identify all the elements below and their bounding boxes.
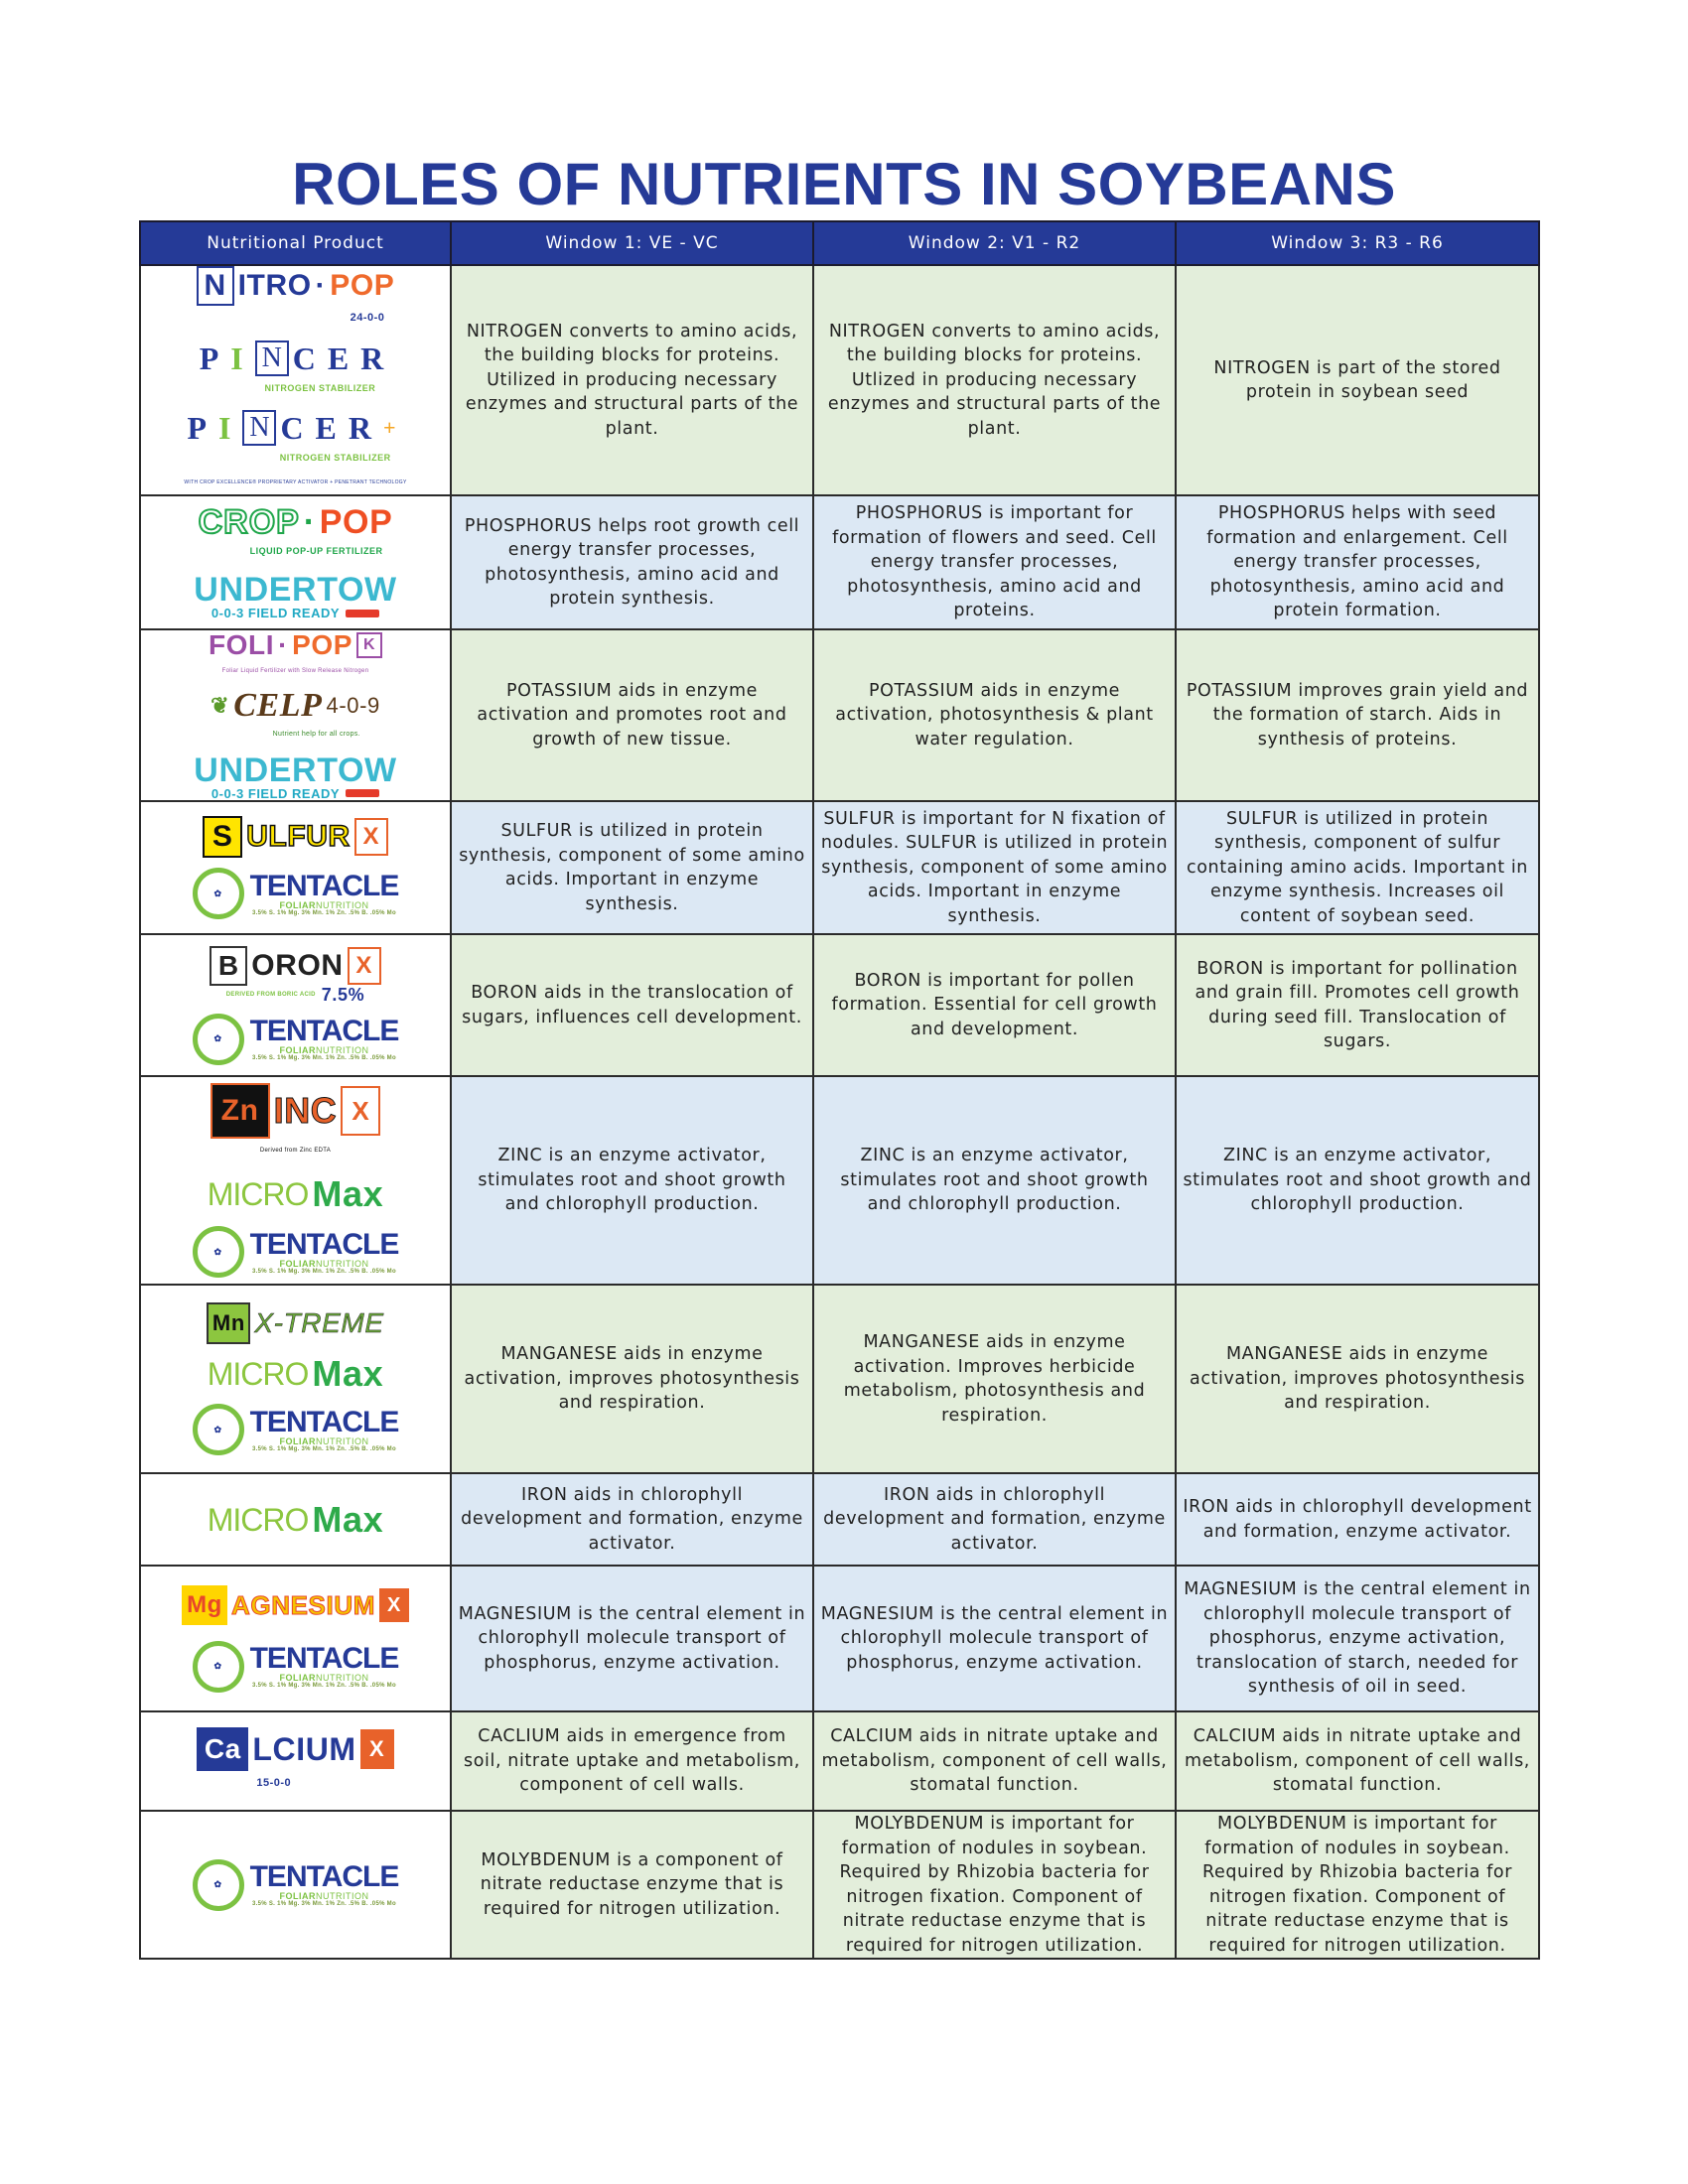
product-cell xyxy=(140,495,451,629)
ctc-brand-icon xyxy=(346,789,379,797)
calcium-element-icon: Ca xyxy=(197,1727,248,1771)
window-3-cell: MANGANESE aids in enzyme activation, improves photosynthesis and respiration. xyxy=(1176,1285,1539,1473)
window-1-cell: POTASSIUM aids in enzyme activation and promotes root and growth of new tissue. xyxy=(451,629,813,801)
logo-micromax: MICRO Max xyxy=(207,1498,384,1540)
logo-nitro-pop: N ITRO · POP 24-0-0 xyxy=(197,266,395,331)
window-2-cell: MOLYBDENUM is important for formation of nodules in soybean. Required by Rhizobia bacteria for nitrogen fixation. Component of nitrate reductase enzyme that is required for nitrogen utilization. xyxy=(813,1811,1176,1959)
tentacle-flower-icon: ✿ xyxy=(193,1859,244,1911)
logo-undertow: UNDERTOW 0-0-3 FIELD READY xyxy=(194,751,397,801)
manganese-element-icon: Mn xyxy=(207,1302,250,1344)
logo-crop-pop: CROP · POP LIQUID POP-UP FERTILIZER xyxy=(198,502,393,556)
window-3-cell: IRON aids in chlorophyll development and formation, enzyme activator. xyxy=(1176,1473,1539,1566)
logo-undertow: UNDERTOW 0-0-3 FIELD READY xyxy=(194,571,397,621)
product-cell xyxy=(140,1566,451,1711)
table-row-sulfur xyxy=(140,801,1539,934)
nitrogen-element-icon: N xyxy=(197,266,234,306)
xtreme-icon: X xyxy=(348,947,381,985)
product-cell xyxy=(140,934,451,1076)
table-row-phosphorus xyxy=(140,495,1539,629)
logo-celp: ❦ CELP 4-0-9 Nutrient help for all crops. xyxy=(211,687,380,738)
window-2-cell: SULFUR is important for N fixation of nodules. SULFUR is utilized in protein synthesis, component of some amino acids. Important in enzyme synthesis. xyxy=(813,801,1176,934)
table-row-calcium xyxy=(140,1711,1539,1811)
tentacle-flower-icon: ✿ xyxy=(193,868,244,919)
nitrogen-element-icon: N xyxy=(242,410,276,446)
header-window-1: Window 1: VE - VC xyxy=(451,221,813,265)
window-1-cell: ZINC is an enzyme activator, stimulates root and shoot growth and chlorophyll production. xyxy=(451,1076,813,1285)
logo-tentacle: ✿ TENTACLE FOLIARNUTRITION 3.5% S. 1% Mg. 3% Mn. 1% Zn. .5% B. .05% Mo xyxy=(193,1641,399,1693)
table-header-row xyxy=(140,221,1539,265)
logo-pincer: P I N C E R NITROGEN STABILIZER xyxy=(199,340,392,393)
boron-element-icon: B xyxy=(210,946,247,986)
nitrogen-element-icon: N xyxy=(255,341,289,376)
window-2-cell: MANGANESE aids in enzyme activation. Improves herbicide metabolism, photosynthesis and respiration. xyxy=(813,1285,1176,1473)
window-3-cell: CALCIUM aids in nitrate uptake and metabolism, component of cell walls, stomatal function. xyxy=(1176,1711,1539,1811)
tentacle-flower-icon: ✿ xyxy=(193,1014,244,1065)
window-2-cell: MAGNESIUM is the central element in chlorophyll molecule transport of phosphorus, enzyme activation. xyxy=(813,1566,1176,1711)
logo-tentacle: ✿ TENTACLE FOLIARNUTRITION 3.5% S. 1% Mg. 3% Mn. 1% Zn. .5% B. .05% Mo xyxy=(193,1226,399,1278)
window-2-cell: IRON aids in chlorophyll development and formation, enzyme activator. xyxy=(813,1473,1176,1566)
table-row-boron xyxy=(140,934,1539,1076)
window-1-cell: MOLYBDENUM is a component of nitrate reductase enzyme that is required for nitrogen utilization. xyxy=(451,1811,813,1959)
table-row-magnesium xyxy=(140,1566,1539,1711)
table-row-zinc xyxy=(140,1076,1539,1285)
window-2-cell: POTASSIUM aids in enzyme activation, photosynthesis & plant water regulation. xyxy=(813,629,1176,801)
header-window-2: Window 2: V1 - R2 xyxy=(813,221,1176,265)
tentacle-flower-icon: ✿ xyxy=(193,1641,244,1693)
xtreme-icon: X xyxy=(360,1729,394,1769)
logo-micromax: MICRO Max xyxy=(207,1353,384,1394)
sulfur-element-icon: S xyxy=(203,816,242,858)
window-3-cell: ZINC is an enzyme activator, stimulates root and shoot growth and chlorophyll production. xyxy=(1176,1076,1539,1285)
logo-pincer-plus: P I N C E R + NITROGEN STABILIZER WITH CROP EXCELLENCE® PROPRIETARY ACTIVATOR + PENETRANT TECHNOLOGY xyxy=(184,410,407,485)
window-1-cell: BORON aids in the translocation of sugars, influences cell development. xyxy=(451,934,813,1076)
window-2-cell: CALCIUM aids in nitrate uptake and metabolism, component of cell walls, stomatal function. xyxy=(813,1711,1176,1811)
zinc-element-icon: Zn xyxy=(211,1083,270,1139)
header-nutritional-product: Nutritional Product xyxy=(140,221,451,265)
window-3-cell: BORON is important for pollination and grain fill. Promotes cell growth during seed fill. Translocation of sugars. xyxy=(1176,934,1539,1076)
potassium-element-icon: K xyxy=(356,632,382,658)
window-1-cell: NITROGEN converts to amino acids, the building blocks for proteins. Utilized in producing necessary enzymes and structural parts of the plant. xyxy=(451,265,813,495)
logo-tentacle: ✿ TENTACLE FOLIARNUTRITION 3.5% S. 1% Mg. 3% Mn. 1% Zn. .5% B. .05% Mo xyxy=(193,1404,399,1455)
window-1-cell: MANGANESE aids in enzyme activation, improves photosynthesis and respiration. xyxy=(451,1285,813,1473)
logo-boron-xtreme: B ORON X DERIVED FROM BORIC ACID 7.5% xyxy=(210,946,380,1004)
tentacle-flower-icon: ✿ xyxy=(193,1404,244,1455)
table-row-manganese xyxy=(140,1285,1539,1473)
logo-calcium-xtreme: Ca LCIUM X 15-0-0 xyxy=(197,1727,393,1796)
window-3-cell: MAGNESIUM is the central element in chlorophyll molecule transport of phosphorus, enzyme activation, translocation of starch, needed for synthesis of oil in seed. xyxy=(1176,1566,1539,1711)
window-3-cell: SULFUR is utilized in protein synthesis, component of sulfur containing amino acids. Important in enzyme synthesis. Increases oil content of soybean seed. xyxy=(1176,801,1539,934)
window-2-cell: NITROGEN converts to amino acids, the building blocks for proteins. Utlized in producing necessary enzymes and structural parts of the plant. xyxy=(813,265,1176,495)
window-3-cell: MOLYBDENUM is important for formation of nodules in soybean. Required by Rhizobia bacteria for nitrogen fixation. Component of nitrate reductase enzyme that is required for nitrogen utilization. xyxy=(1176,1811,1539,1959)
logo-tentacle: ✿ TENTACLE FOLIARNUTRITION 3.5% S. 1% Mg. 3% Mn. 1% Zn. .5% B. .05% Mo xyxy=(193,868,399,919)
xtreme-icon: X xyxy=(354,818,388,856)
product-cell xyxy=(140,265,451,495)
tentacle-flower-icon: ✿ xyxy=(193,1226,244,1278)
product-cell xyxy=(140,1285,451,1473)
nutrient-roles-table xyxy=(139,220,1540,1960)
page-title: ROLES OF NUTRIENTS IN SOYBEANS xyxy=(292,151,1396,217)
table-row-potassium xyxy=(140,629,1539,801)
window-1-cell: PHOSPHORUS helps root growth cell energy transfer processes, photosynthesis, amino acid and protein synthesis. xyxy=(451,495,813,629)
window-1-cell: MAGNESIUM is the central element in chlorophyll molecule transport of phosphorus, enzyme activation. xyxy=(451,1566,813,1711)
logo-sulfur-xtreme: S ULFUR X xyxy=(203,816,388,858)
header-window-3: Window 3: R3 - R6 xyxy=(1176,221,1539,265)
product-cell xyxy=(140,1076,451,1285)
window-2-cell: ZINC is an enzyme activator, stimulates root and shoot growth and chlorophyll production. xyxy=(813,1076,1176,1285)
logo-foli-pop: FOLI · POP K Foliar Liquid Fertilizer with Slow Release Nitrogen xyxy=(209,631,382,684)
xtreme-icon: X xyxy=(341,1086,380,1136)
window-3-cell: POTASSIUM improves grain yield and the formation of starch. Aids in synthesis of proteins. xyxy=(1176,629,1539,801)
logo-micromax: MICRO Max xyxy=(207,1173,384,1215)
logo-tentacle: ✿ TENTACLE FOLIARNUTRITION 3.5% S. 1% Mg. 3% Mn. 1% Zn. .5% B. .05% Mo xyxy=(193,1859,399,1911)
window-1-cell: CACLIUM aids in emergence from soil, nitrate uptake and metabolism, component of cell walls. xyxy=(451,1711,813,1811)
magnesium-element-icon: Mg xyxy=(182,1585,227,1625)
product-cell xyxy=(140,801,451,934)
table-row-iron xyxy=(140,1473,1539,1566)
table-row-molybdenum xyxy=(140,1811,1539,1959)
logo-mn-xtreme: Mn X-TREME xyxy=(207,1302,383,1344)
leaf-icon: ❦ xyxy=(211,693,230,718)
window-3-cell: NITROGEN is part of the stored protein in soybean seed xyxy=(1176,265,1539,495)
window-1-cell: IRON aids in chlorophyll development and formation, enzyme activator. xyxy=(451,1473,813,1566)
logo-magnesium-xtreme: Mg AGNESIUM X xyxy=(182,1585,409,1625)
product-cell xyxy=(140,1811,451,1959)
window-1-cell: SULFUR is utilized in protein synthesis, component of some amino acids. Important in enzyme synthesis. xyxy=(451,801,813,934)
product-cell xyxy=(140,629,451,801)
window-2-cell: PHOSPHORUS is important for formation of flowers and seed. Cell energy transfer processes, photosynthesis, amino acid and proteins. xyxy=(813,495,1176,629)
window-3-cell: PHOSPHORUS helps with seed formation and enlargement. Cell energy transfer processes, photosynthesis, amino acid and protein formation. xyxy=(1176,495,1539,629)
logo-zinc-xtreme: Zn INC X Derived from Zinc EDTA xyxy=(211,1083,381,1163)
product-cell xyxy=(140,1711,451,1811)
product-cell xyxy=(140,1473,451,1566)
plus-icon: + xyxy=(383,415,404,440)
xtreme-icon: X xyxy=(379,1588,409,1622)
ctc-brand-icon xyxy=(346,610,379,617)
logo-tentacle: ✿ TENTACLE FOLIARNUTRITION 3.5% S. 1% Mg. 3% Mn. 1% Zn. .5% B. .05% Mo xyxy=(193,1014,399,1065)
table-row-nitrogen xyxy=(140,265,1539,495)
window-2-cell: BORON is important for pollen formation. Essential for cell growth and development. xyxy=(813,934,1176,1076)
